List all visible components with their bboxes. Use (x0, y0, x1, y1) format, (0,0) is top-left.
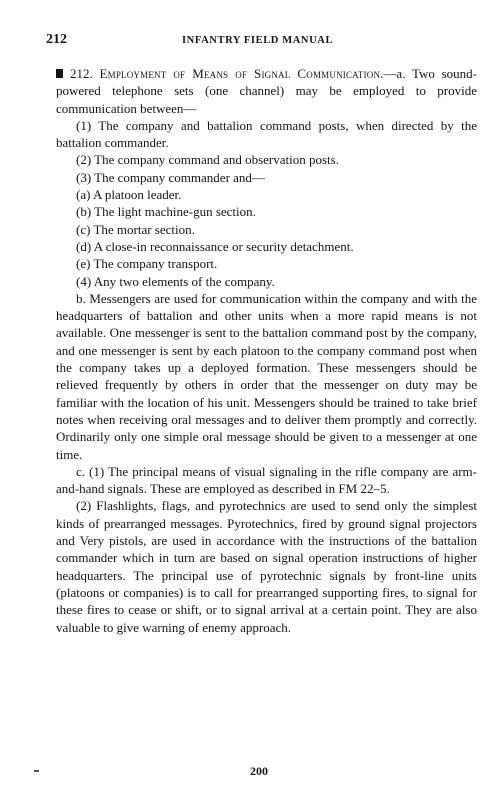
paragraph-b: b. Messengers are used for communication within the company and with the headquarters of battalion and other units when a more rapid means is not available. One messenger is sent to the battalion command post by the company, and one messenger is sent by each platoon to the company command post when the company takes up a deployed formation. These messengers should be relieved frequently by others in order that the messenger on duty may be familiar with the location of his unit. Messengers should be trained to take brief notes when receiving oral messages and to deliver them promptly and correctly. Ordinarily only one simple oral message should be given to a messenger at one time. (56, 290, 477, 462)
paragraph-a3: (3) The company commander and— (76, 169, 265, 185)
footer-mark (34, 770, 39, 772)
page-footer (0, 764, 504, 784)
paragraph-a3b: (b) The light machine-gun section. (76, 204, 256, 220)
footer-page-number: 200 (250, 764, 268, 778)
running-head: INFANTRY FIELD MANUAL (182, 35, 334, 46)
paragraph-a3e: (e) The company transport. (76, 256, 218, 272)
paragraph-c2: (2) Flashlights, flags, and pyrotechnics are used to send only the simplest kinds of prearranged messages. Pyrotechnics, fired by ground signal projectors and Very pistols, are used in accordance with the instructions of the battalion commander which in turn are based on signal operation instructions of higher headquarters. The principal use of pyrotechnic signals by front-line units (platoons or companies) is to call for prearranged supporting fires, to signal for these fires to cease or shift, or to signal arrival at a certain point. They are also valuable to give warning of enemy approach. (56, 498, 477, 635)
section-marker-icon (56, 69, 63, 78)
paragraph-a2: (2) The company command and observation posts. (76, 152, 339, 168)
section-heading: Employment of Means of Signal Communication (99, 66, 381, 81)
page-header (46, 32, 472, 52)
paragraph-a1: (1) The company and battalion command posts, when directed by the battalion commander. (56, 117, 477, 151)
page-number: 212 (46, 32, 67, 47)
sub-label-a: a. (396, 66, 406, 81)
page-body (56, 65, 477, 636)
paragraph-a3a: (a) A platoon leader. (76, 187, 182, 203)
paragraph-a3c: (c) The mortar section. (76, 221, 195, 237)
section-number: 212. (70, 66, 93, 81)
paragraph-a-intro: Two sound-powered telephone sets (one channel) may be employed to provide communication between— (56, 66, 477, 116)
paragraph-a3d: (d) A close-in reconnaissance or security detachment. (76, 238, 354, 254)
section-heading-line (56, 65, 477, 117)
heading-dash: .— (380, 66, 397, 81)
paragraph-a4: (4) Any two elements of the company. (76, 273, 275, 289)
paragraph-c1: c. (1) The principal means of visual signaling in the rifle company are arm-and-hand signals. These are employed as described in FM 22–5. (56, 463, 477, 497)
